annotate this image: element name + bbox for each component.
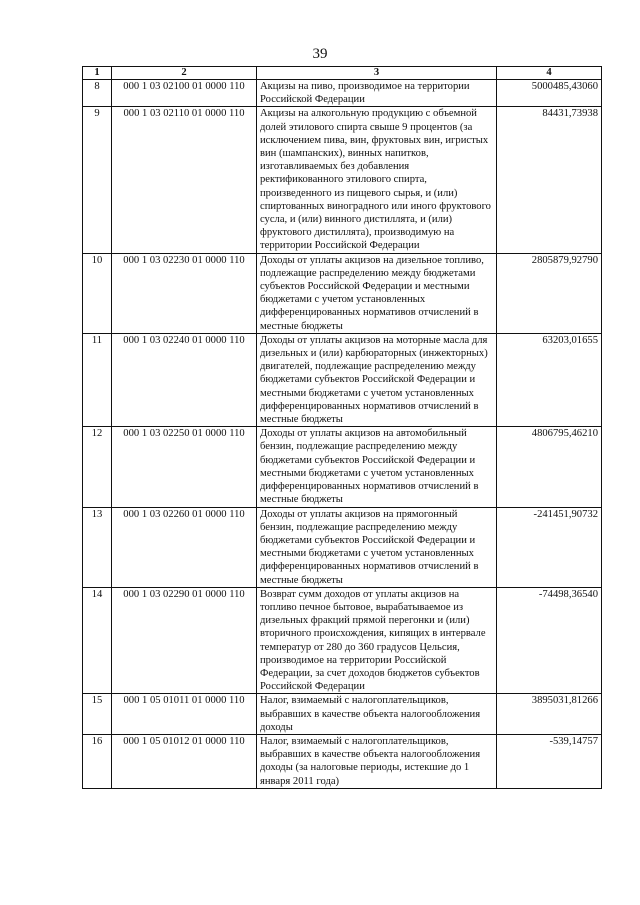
row-number: 13 xyxy=(83,507,112,587)
row-number: 8 xyxy=(83,80,112,107)
budget-code: 000 1 03 02250 01 0000 110 xyxy=(112,427,257,507)
amount: 63203,01655 xyxy=(497,333,602,426)
budget-code: 000 1 03 02260 01 0000 110 xyxy=(112,507,257,587)
table-row xyxy=(83,253,602,333)
revenue-description: Доходы от уплаты акцизов на моторные масла для дизельных и (или) карбюраторных (инжекторных) двигателей, подлежащие распределению между бюджетами субъектов Российской Федерации и местными бюджетами с учетом установленных дифференцированных нормативов отчислений в местные бюджеты xyxy=(257,333,497,426)
amount: 84431,73938 xyxy=(497,107,602,253)
row-number: 15 xyxy=(83,694,112,735)
row-number: 11 xyxy=(83,333,112,426)
budget-code: 000 1 05 01011 01 0000 110 xyxy=(112,694,257,735)
revenue-description: Возврат сумм доходов от уплаты акцизов на топливо печное бытовое, вырабатываемое из дизельных фракций прямой перегонки и (или) вторичного происхождения, кипящих в интервале температур от 280 до 360 градусов Цельсия, производимое на территории Российской Федерации, за счет доходов бюджетов субъектов Российской Федерации xyxy=(257,587,497,694)
table-row xyxy=(83,333,602,426)
amount: 2805879,92790 xyxy=(497,253,602,333)
table-row xyxy=(83,427,602,507)
row-number: 10 xyxy=(83,253,112,333)
table-header-row xyxy=(83,67,602,80)
budget-code: 000 1 05 01012 01 0000 110 xyxy=(112,734,257,788)
table-row xyxy=(83,587,602,694)
budget-code: 000 1 03 02230 01 0000 110 xyxy=(112,253,257,333)
budget-code: 000 1 03 02240 01 0000 110 xyxy=(112,333,257,426)
table-row xyxy=(83,734,602,788)
amount: -241451,90732 xyxy=(497,507,602,587)
column-header-2: 2 xyxy=(112,67,257,80)
amount: 4806795,46210 xyxy=(497,427,602,507)
row-number: 16 xyxy=(83,734,112,788)
row-number: 9 xyxy=(83,107,112,253)
revenue-description: Акцизы на алкогольную продукцию с объемной долей этилового спирта свыше 9 процентов (за исключением пива, вин, фруктовых вин, игристых вин (шампанских), винных напитков, изготавливаемых без добавления ректификованного этилового спирта, произведенного из пищевого сырья, и (или) спиртованных виноградного или иного фруктового сусла, и (или) винного дистиллята, и (или) фруктового дистиллята), производимую на территории Российской Федерации xyxy=(257,107,497,253)
amount: -74498,36540 xyxy=(497,587,602,694)
row-number: 14 xyxy=(83,587,112,694)
amount: 3895031,81266 xyxy=(497,694,602,735)
revenue-description: Доходы от уплаты акцизов на прямогонный бензин, подлежащие распределению между бюджетами субъектов Российской Федерации и местными бюджетами с учетом установленных дифференцированных нормативов отчислений в местные бюджеты xyxy=(257,507,497,587)
budget-code: 000 1 03 02100 01 0000 110 xyxy=(112,80,257,107)
amount: 5000485,43060 xyxy=(497,80,602,107)
table-row xyxy=(83,80,602,107)
budget-code: 000 1 03 02110 01 0000 110 xyxy=(112,107,257,253)
page-number: 39 xyxy=(312,46,328,62)
column-header-4: 4 xyxy=(497,67,602,80)
revenue-description: Доходы от уплаты акцизов на автомобильный бензин, подлежащие распределению между бюджетами субъектов Российской Федерации и местными бюджетами с учетом установленных дифференцированных нормативов отчислений в местные бюджеты xyxy=(257,427,497,507)
revenue-description: Налог, взимаемый с налогоплательщиков, выбравших в качестве объекта налогообложения доходы (за налоговые периоды, истекшие до 1 января 2011 года) xyxy=(257,734,497,788)
table-row xyxy=(83,507,602,587)
column-header-3: 3 xyxy=(257,67,497,80)
amount: -539,14757 xyxy=(497,734,602,788)
row-number: 12 xyxy=(83,427,112,507)
table-row xyxy=(83,694,602,735)
revenue-description: Налог, взимаемый с налогоплательщиков, выбравших в качестве объекта налогообложения доходы xyxy=(257,694,497,735)
table-row xyxy=(83,107,602,253)
revenue-table xyxy=(82,66,602,789)
budget-code: 000 1 03 02290 01 0000 110 xyxy=(112,587,257,694)
revenue-description: Акцизы на пиво, производимое на территории Российской Федерации xyxy=(257,80,497,107)
column-header-1: 1 xyxy=(83,67,112,80)
revenue-description: Доходы от уплаты акцизов на дизельное топливо, подлежащие распределению между бюджетами субъектов Российской Федерации и местными бюджетами с учетом установленных дифференцированных нормативов отчислений в местные бюджеты xyxy=(257,253,497,333)
